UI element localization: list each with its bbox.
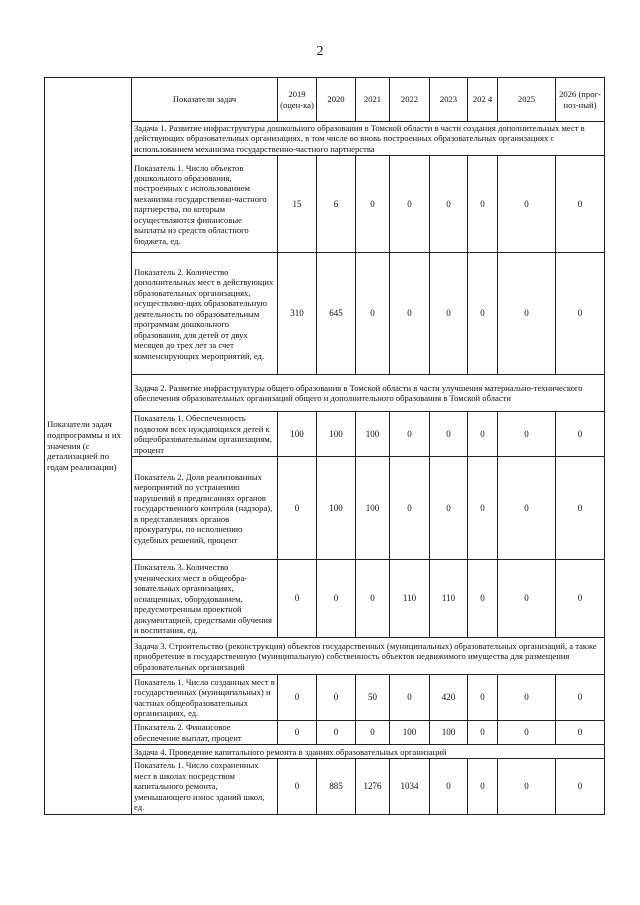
indicator-name: Показатель 1. Число сохраненных мест в школах посредством капитального ремонта, уменьшающего износ зданий школ, ед. — [132, 759, 278, 814]
indicator-value: 0 — [498, 560, 556, 638]
indicator-value: 110 — [390, 560, 430, 638]
header-indicators: Показатели задач — [132, 78, 278, 122]
indicator-value: 645 — [317, 253, 356, 375]
indicator-value: 0 — [498, 253, 556, 375]
indicator-value: 100 — [356, 457, 390, 560]
indicator-value: 0 — [498, 759, 556, 814]
indicator-value: 0 — [468, 156, 498, 253]
indicator-value: 0 — [356, 156, 390, 253]
indicator-value: 0 — [390, 675, 430, 721]
indicator-value: 0 — [468, 759, 498, 814]
indicator-value: 0 — [317, 721, 356, 745]
task-title: Задача 3. Строительство (реконструкция) объектов государственных (муниципальных) образовательных организаций, а также приобретение в государственную (муниципальную) собственность объектов недвижимого имущества для размещения образовательных организаций — [132, 638, 605, 675]
indicator-value: 420 — [430, 675, 468, 721]
indicator-value: 6 — [317, 156, 356, 253]
indicator-value: 0 — [556, 560, 605, 638]
indicator-value: 0 — [556, 156, 605, 253]
indicator-value: 0 — [556, 457, 605, 560]
indicator-value: 0 — [498, 457, 556, 560]
indicator-value: 0 — [468, 253, 498, 375]
indicator-value: 0 — [390, 457, 430, 560]
indicator-value: 110 — [430, 560, 468, 638]
header-year: 2021 — [356, 78, 390, 122]
indicator-value: 0 — [390, 412, 430, 457]
indicator-value: 310 — [278, 253, 317, 375]
indicator-value: 0 — [278, 721, 317, 745]
header-year: 2020 — [317, 78, 356, 122]
indicator-value: 0 — [430, 759, 468, 814]
indicator-value: 0 — [468, 675, 498, 721]
indicators-table — [44, 77, 605, 815]
indicator-value: 0 — [430, 412, 468, 457]
indicator-value: 15 — [278, 156, 317, 253]
indicator-value: 0 — [430, 156, 468, 253]
indicator-value: 0 — [278, 675, 317, 721]
indicator-value: 0 — [468, 457, 498, 560]
indicator-value: 0 — [468, 560, 498, 638]
indicator-value: 0 — [356, 721, 390, 745]
indicator-value: 0 — [498, 675, 556, 721]
task-title: Задача 2. Развитие инфраструктуры общего образования в Томской области в части улучшения материально-технического обеспечения образовательных организаций общего и дополнительного образования в Томской области — [132, 375, 605, 412]
header-year: 2023 — [430, 78, 468, 122]
indicator-value: 0 — [317, 560, 356, 638]
header-year: 2022 — [390, 78, 430, 122]
indicator-value: 100 — [356, 412, 390, 457]
indicator-name: Показатель 3. Количество ученических мест в общеобра-зовательных организациях, оснащенных, оборудованием, предусмотренным проектной документацией, средствами обучения и воспитания, ед. — [132, 560, 278, 638]
header-year: 2025 — [498, 78, 556, 122]
indicator-value: 0 — [556, 675, 605, 721]
indicator-value: 0 — [317, 675, 356, 721]
indicator-value: 0 — [278, 759, 317, 814]
indicator-value: 1034 — [390, 759, 430, 814]
indicator-value: 100 — [317, 412, 356, 457]
indicator-value: 0 — [556, 412, 605, 457]
indicator-value: 0 — [556, 253, 605, 375]
task-title: Задача 1. Развитие инфраструктуры дошкольного образования в Томской области в части создания дополнительных мест в действующих образовательных организациях, в том числе во вновь построенных образовательных организациях с использованием механизма государственно-частного партнерства — [132, 122, 605, 156]
indicator-name: Показатель 2. Финансовое обеспечение выплат, процент — [132, 721, 278, 745]
indicator-value: 1276 — [356, 759, 390, 814]
header-row — [45, 78, 605, 122]
indicator-value: 0 — [468, 412, 498, 457]
indicator-value: 0 — [356, 253, 390, 375]
side-label: Показатели задач подпрограммы и их значения (с детализацией по годам реализации) — [45, 78, 132, 815]
indicator-value: 0 — [498, 412, 556, 457]
indicator-value: 0 — [498, 721, 556, 745]
indicator-value: 100 — [430, 721, 468, 745]
indicator-value: 0 — [430, 457, 468, 560]
indicator-value: 100 — [390, 721, 430, 745]
indicator-value: 0 — [390, 253, 430, 375]
indicator-value: 885 — [317, 759, 356, 814]
indicator-name: Показатель 2. Доля реализованных мероприятий по устранению нарушений в предписаниях органов государственного контроля (надзора), в представлениях органов прокуратуры, по исполнению судебных решений, процент — [132, 457, 278, 560]
task-title: Задача 4. Проведение капитального ремонта в зданиях образовательных организаций — [132, 745, 605, 759]
indicator-value: 0 — [430, 253, 468, 375]
indicator-value: 0 — [468, 721, 498, 745]
indicator-value: 100 — [317, 457, 356, 560]
indicator-value: 100 — [278, 412, 317, 457]
table-body — [45, 78, 605, 815]
indicator-name: Показатель 1. Число объектов дошкольного образования, построенных с использованием механизма государственно-частного партнерства, по которым осуществляются финансовые выплаты из средств областного бюджета, ед. — [132, 156, 278, 253]
indicator-value: 0 — [356, 560, 390, 638]
indicator-name: Показатель 1. Обеспеченность подвозом всех нуждающихся детей к общеобразовательным организациям, процент — [132, 412, 278, 457]
indicator-value: 0 — [556, 721, 605, 745]
header-year: 202 4 — [468, 78, 498, 122]
indicator-value: 0 — [556, 759, 605, 814]
header-year: 2026 (прог-ноз-ный) — [556, 78, 605, 122]
indicator-name: Показатель 2. Количество дополнительных мест в действующих образовательных организациях, осуществляю-щих образовательную деятельность по образовательным программам дошкольного образования, для детей от двух месяцев до трех лет за счет компенсирующих мероприятий, ед. — [132, 253, 278, 375]
indicator-value: 0 — [278, 457, 317, 560]
indicator-value: 0 — [278, 560, 317, 638]
indicator-value: 0 — [498, 156, 556, 253]
indicator-value: 50 — [356, 675, 390, 721]
indicator-value: 0 — [390, 156, 430, 253]
page-number: 2 — [316, 44, 324, 59]
header-year: 2019 (оцен-ка) — [278, 78, 317, 122]
indicator-name: Показатель 1. Число созданных мест в государственных (муниципальных) и частных общеобразовательных организациях, ед. — [132, 675, 278, 721]
